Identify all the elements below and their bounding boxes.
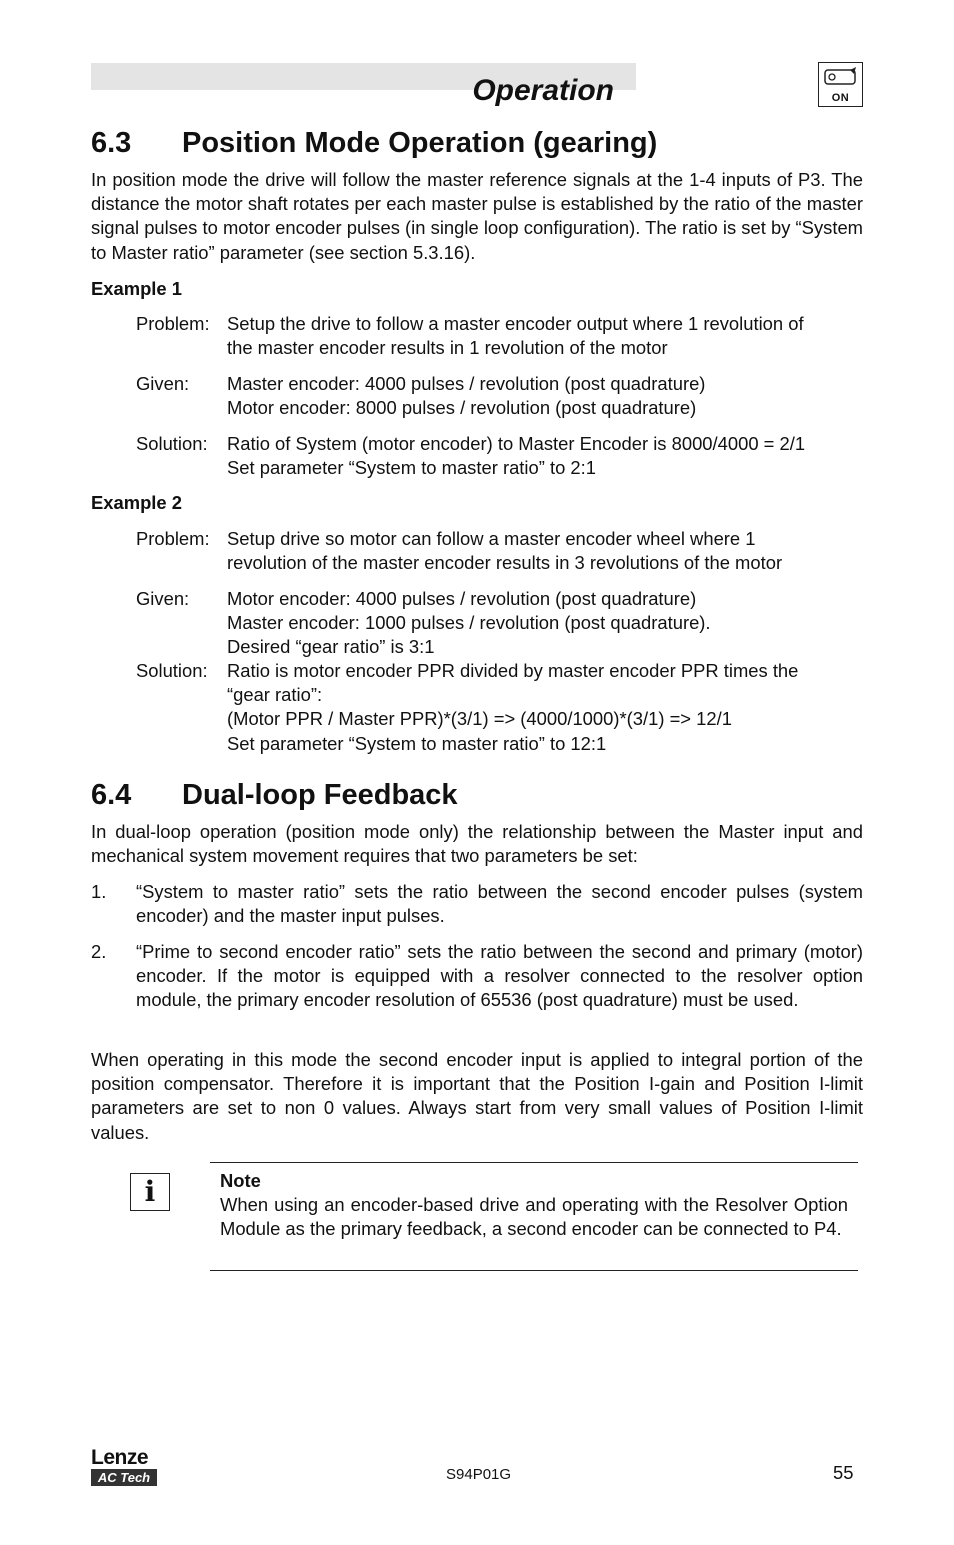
example-2-solution-line: Ratio is motor encoder PPR divided by master encoder PPR times the xyxy=(227,660,799,681)
section-6-3-title: Position Mode Operation (gearing) xyxy=(182,127,658,159)
example-2-given-line: Master encoder: 1000 pulses / revolution (post quadrature). xyxy=(227,612,711,634)
section-6-4-heading xyxy=(91,777,458,813)
example-2-solution-line: “gear ratio”: xyxy=(227,684,323,706)
example-1-heading: Example 1 xyxy=(91,278,182,299)
example-2-solution-line: (Motor PPR / Master PPR)*(3/1) => (4000/1000)*(3/1) => 12/1 xyxy=(227,708,732,730)
list-item-text: “System to master ratio” sets the ratio between the second encoder pulses (system encoder) and the master input pulses. xyxy=(136,881,863,927)
note-top-rule xyxy=(210,1162,858,1163)
power-on-icon-label: ON xyxy=(831,92,850,104)
example-2-solution-label: Solution: xyxy=(136,660,208,681)
section-6-3-heading xyxy=(91,125,657,161)
header-title: Operation xyxy=(472,74,614,107)
note-bottom-rule xyxy=(210,1270,858,1271)
example-1-solution-label: Solution: xyxy=(136,433,208,454)
section-6-3-number: 6.3 xyxy=(91,127,132,159)
section-6-4-closing: When operating in this mode the second encoder input is applied to integral portion of the position compensator. Therefore it is important that the Position I-gain and Position I-limit parameters are set to non 0 values. Always start from very small values of Position I-limit values. xyxy=(91,1049,863,1143)
example-2-given-line: Desired “gear ratio” is 3:1 xyxy=(227,636,435,658)
page-number: 55 xyxy=(833,1462,854,1483)
power-on-icon xyxy=(818,62,863,107)
example-2-problem-label: Problem: xyxy=(136,528,210,549)
section-6-3-intro: In position mode the drive will follow the master reference signals at the 1-4 inputs of P3. The distance the motor shaft rotates per each master pulse is established by the ratio of the master signal pulses to motor encoder pulses (in single loop configuration). The ratio is set by “System to Master ratio” parameter (see section 5.3.16). xyxy=(91,169,863,263)
example-1-problem-line: Setup the drive to follow a master encoder output where 1 revolution of xyxy=(227,313,804,334)
example-1-given-line: Motor encoder: 8000 pulses / revolution (post quadrature) xyxy=(227,397,697,419)
example-2-solution-line: Set parameter “System to master ratio” to 12:1 xyxy=(227,732,607,754)
example-2-problem-line: revolution of the master encoder results in 3 revolutions of the motor xyxy=(227,552,783,574)
section-6-4-intro: In dual-loop operation (position mode only) the relationship between the Master input and mechanical system movement requires that two parameters be set: xyxy=(91,821,863,867)
note-body: When using an encoder-based drive and operating with the Resolver Option Module as the primary feedback, a second encoder can be connected to P4. xyxy=(220,1194,848,1240)
example-1-solution-line: Ratio of System (motor encoder) to Master Encoder is 8000/4000 = 2/1 xyxy=(227,433,806,454)
example-1-problem-label: Problem: xyxy=(136,313,210,334)
list-item-text: “Prime to second encoder ratio” sets the ratio between the second and primary (motor) encoder. If the motor is equipped with a resolver connected to the resolver option module, the primary encoder resolution of 65536 (post quadrature) must be used. xyxy=(136,941,863,1011)
example-2-problem-line: Setup drive so motor can follow a master encoder wheel where 1 xyxy=(227,528,756,549)
example-1-solution-line: Set parameter “System to master ratio” to 2:1 xyxy=(227,457,596,479)
list-item-number: 1. xyxy=(91,881,107,902)
example-1-given-line: Master encoder: 4000 pulses / revolution (post quadrature) xyxy=(227,373,706,394)
section-6-4-title: Dual-loop Feedback xyxy=(182,779,458,811)
example-2-given-line: Motor encoder: 4000 pulses / revolution (post quadrature) xyxy=(227,588,697,609)
example-2-heading: Example 2 xyxy=(91,492,182,513)
example-1-given-label: Given: xyxy=(136,373,190,394)
info-icon: i xyxy=(130,1173,170,1211)
note-title: Note xyxy=(220,1170,261,1191)
logo-subbrand: AC Tech xyxy=(91,1469,157,1486)
logo-wordmark: Lenze xyxy=(91,1446,149,1469)
section-6-4-number: 6.4 xyxy=(91,779,132,811)
list-item-number: 2. xyxy=(91,941,107,962)
document-code: S94P01G xyxy=(446,1466,512,1483)
example-2-given-label: Given: xyxy=(136,588,190,609)
example-1-problem-line: the master encoder results in 1 revolution of the motor xyxy=(227,337,668,359)
lenze-logo xyxy=(91,1447,157,1486)
